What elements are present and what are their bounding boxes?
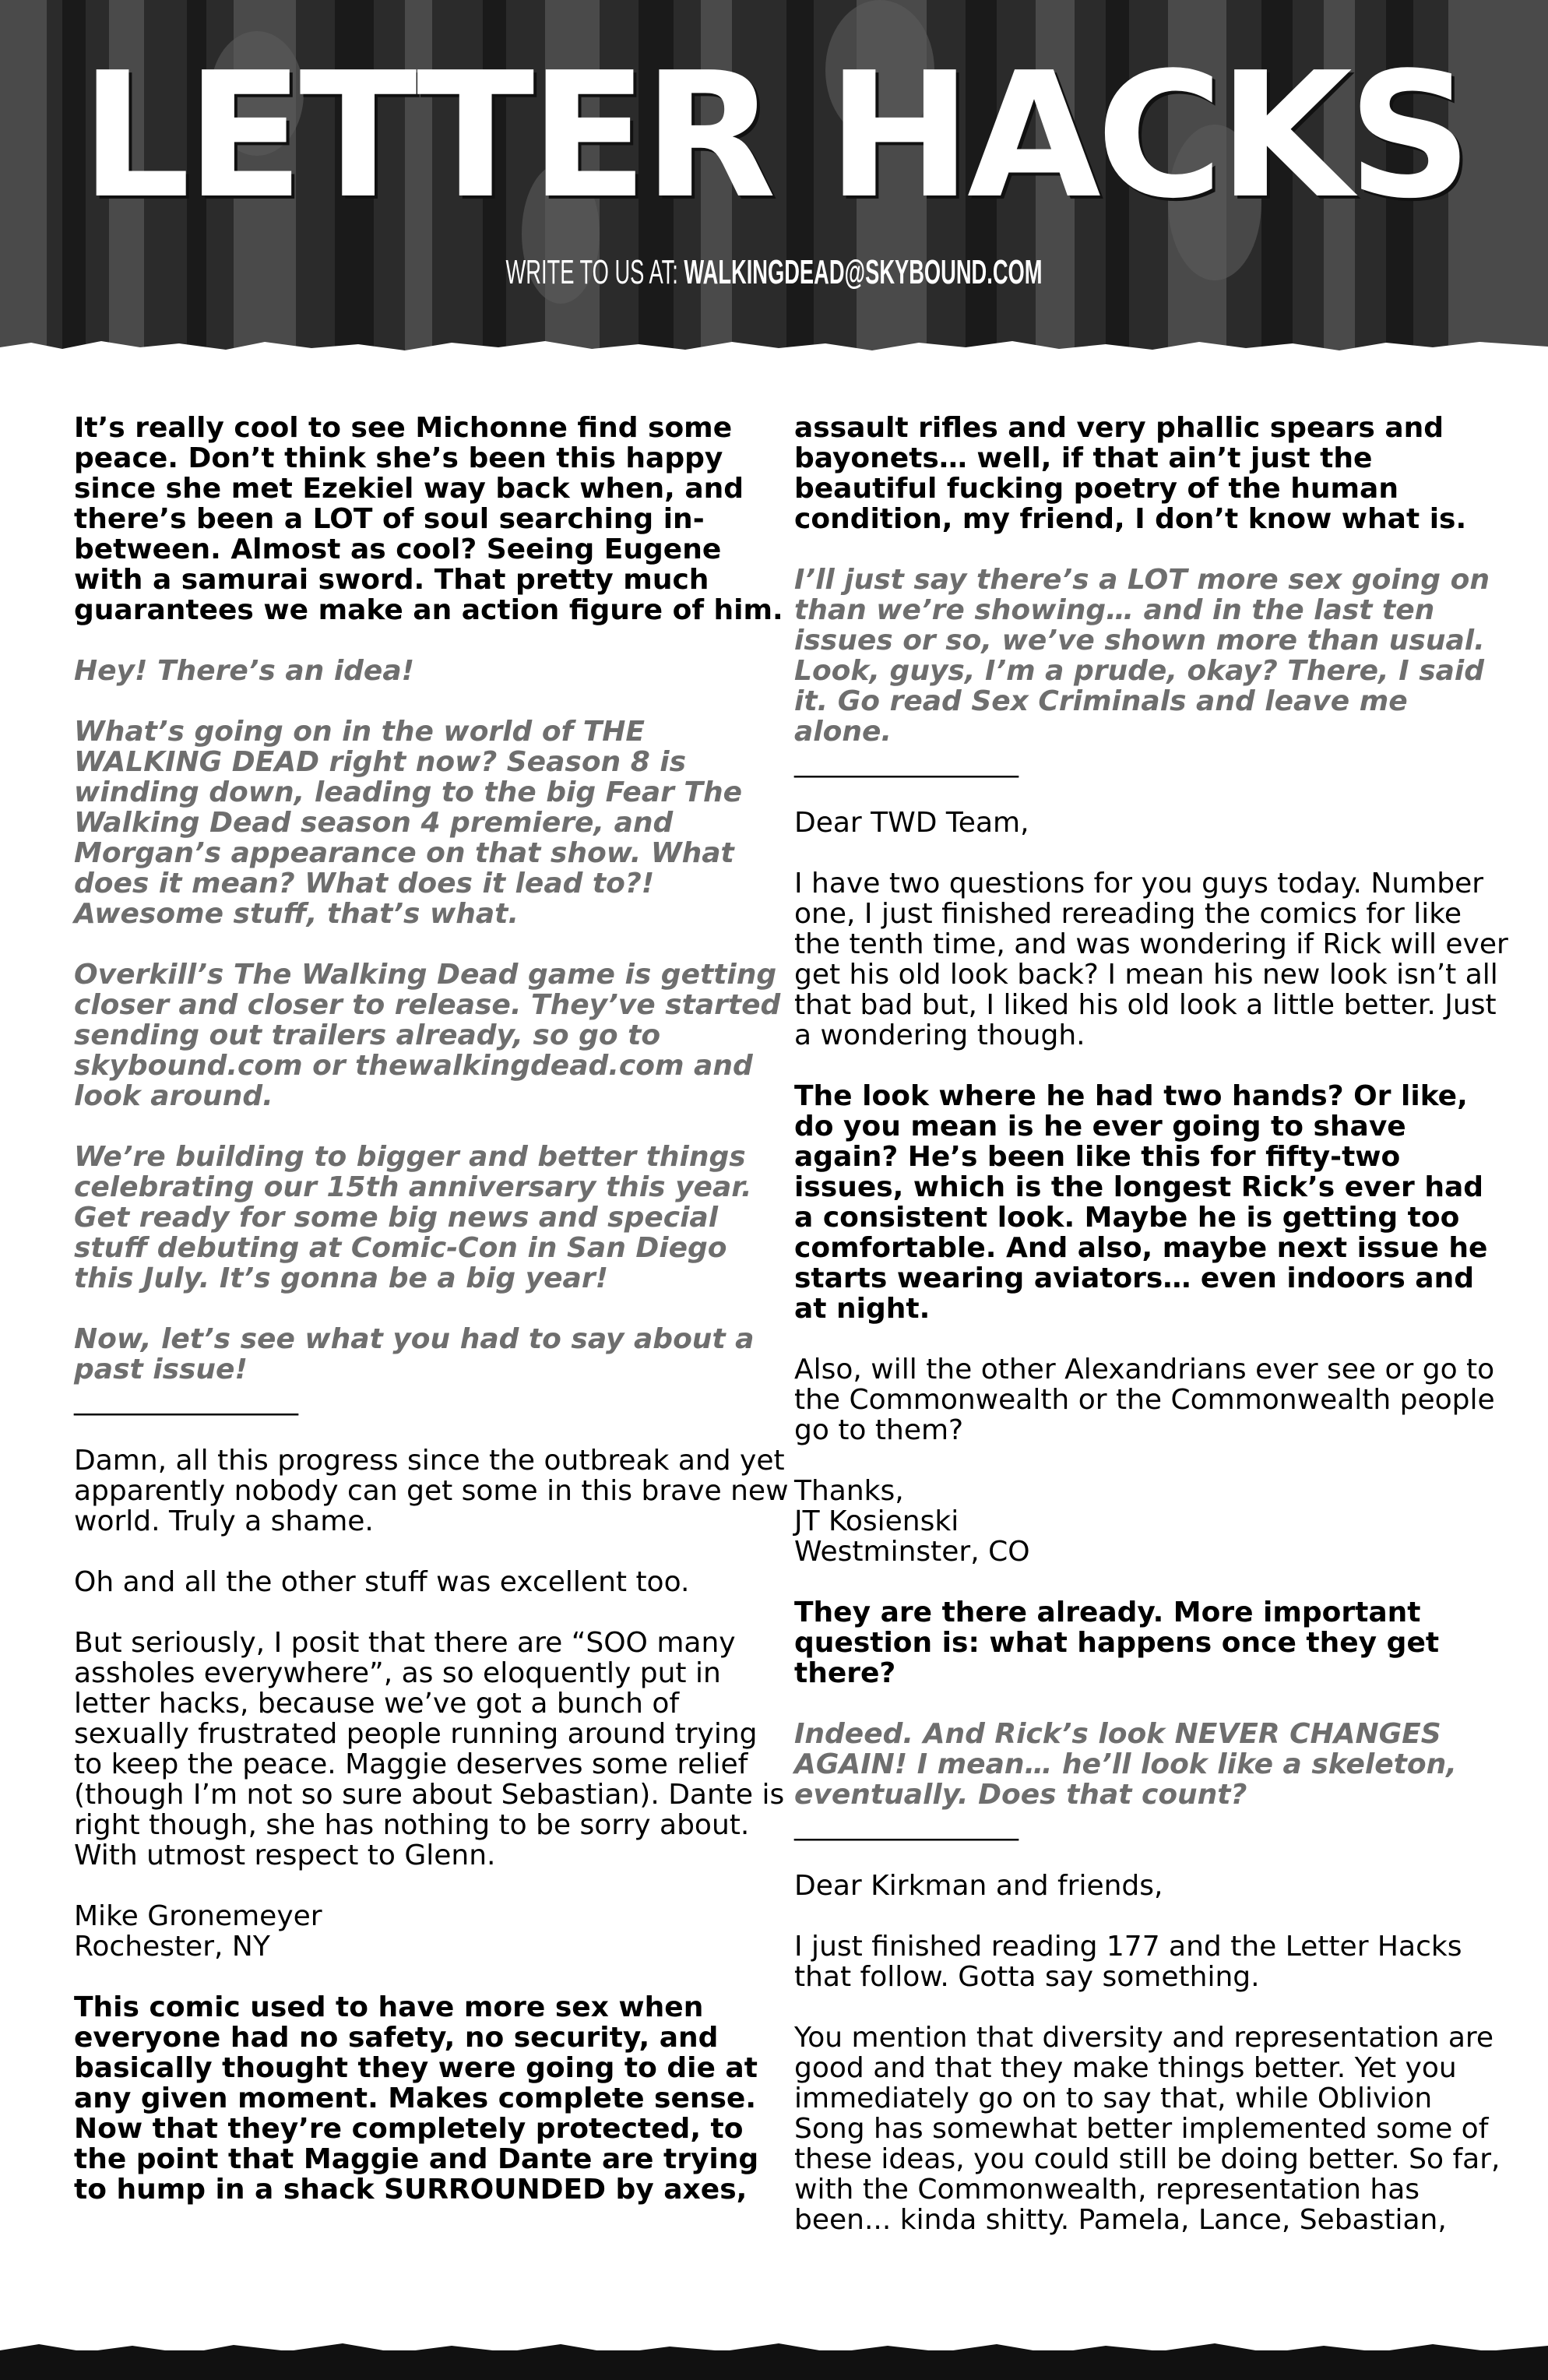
letter-paragraph: What’s going on in the world of THE WALKING DEAD right now? Season 8 is winding down, leading to the big Fear The Walking Dead season 4 premiere, and Morgan’s appearance on that show. What does it mean? What does it lead to?! Awesome stuff, that’s what.	[74, 716, 743, 930]
right-column	[794, 413, 1511, 2266]
bottom-bar	[0, 2350, 1548, 2380]
page-title: LETTER HACKS	[80, 36, 1468, 237]
left-column	[74, 413, 790, 2235]
letter-paragraph: This comic used to have more sex when everyone had no safety, no security, and basically thought they were going to die at any given moment. Makes complete sense. Now that they’re completely protected, to the point that Maggie and Dante are trying to hump in a shack SURROUNDED by axes,	[74, 1991, 759, 2206]
letter-paragraph: But seriously, I posit that there are “SOO many assholes everywhere”, as so eloquently put in letter hacks, because we’ve got a bunch of sexually frustrated people running around trying to keep the peace. Maggie deserves some relief (though I’m not so sure about Sebastian). Dante is right though, she has nothing to be sorry about. With utmost respect to Glenn.	[74, 1627, 785, 1871]
letter-paragraph: Also, will the other Alexandrians ever see or go to the Commonwealth or the Commonwealth people go to them?	[794, 1354, 1495, 1446]
separator-line: ________________	[794, 746, 1019, 778]
letter-paragraph: Hey! There’s an idea!	[74, 655, 415, 687]
separator-line: ________________	[74, 1384, 298, 1416]
letter-paragraph: Thanks, JT Kosienski Westminster, CO	[794, 1475, 1030, 1568]
letter-paragraph: Now, let’s see what you had to say about a past issue!	[74, 1323, 755, 1385]
letter-paragraph: It’s really cool to see Michonne find some peace. Don’t think she’s been this happy since she met Ezekiel way back when, and there’s been a LOT of soul searching in-between. Almost as cool? Seeing Eugene with a samurai sword. That pretty much guarantees we make an action figure of him.	[74, 412, 783, 626]
letter-paragraph: Dear Kirkman and friends,	[794, 1870, 1163, 1902]
letter-paragraph: Damn, all this progress since the outbreak and yet apparently nobody can get some in this brave new world. Truly a shame.	[74, 1445, 789, 1537]
letter-paragraph: Dear TWD Team,	[794, 807, 1029, 839]
write-to-us-line	[294, 251, 1254, 294]
letter-paragraph: You mention that diversity and representation are good and that they make things better. Yet you immediately go on to say that, while Oblivion Song has somewhat better implemented some of these ideas, you could still be doing better. So far, with the Commonwealth, representation has been... kinda shitty. Pamela, Lance, Sebastian,	[794, 2022, 1501, 2236]
letter-hacks-header	[0, 0, 1548, 358]
letter-paragraph: We’re building to bigger and better things celebrating our 15th anniversary this year. Get ready for some big news and special stuff debuting at Comic-Con in San Diego this July. It’s gonna be a big year!	[74, 1141, 752, 1294]
letter-paragraph: The look where he had two hands? Or like, do you mean is he ever going to shave again? He’s been like this for fifty-two issues, which is the longest Rick’s ever had a consistent look. Maybe he is getting too comfortable. And also, maybe next issue he starts wearing aviators… even indoors and at night.	[794, 1080, 1488, 1325]
letter-paragraph: assault rifles and very phallic spears and bayonets… well, if that ain’t just the beautiful fucking poetry of the human condition, my friend, I don’t know what is.	[794, 412, 1467, 535]
letter-paragraph: I have two questions for you guys today. Number one, I just finished rereading the comics for like the tenth time, and was wondering if Rick will ever get his old look back? I mean his new look isn’t all that bad but, I liked his old look a little better. Just a wondering though.	[794, 868, 1508, 1051]
separator-line: ________________	[794, 1809, 1019, 1841]
letter-paragraph: Indeed. And Rick’s look NEVER CHANGES AGAIN! I mean… he’ll look like a skeleton, eventually. Does that count?	[794, 1718, 1457, 1811]
letter-paragraph: Mike Gronemeyer Rochester, NY	[74, 1900, 322, 1963]
write-to-us-label: WRITE TO US AT:	[505, 253, 684, 291]
letter-paragraph: They are there already. More important question is: what happens once they get there?	[794, 1597, 1440, 1689]
letter-paragraph: Oh and all the other stuff was excellent too.	[74, 1566, 690, 1598]
letter-paragraph: I’ll just say there’s a LOT more sex going on than we’re showing… and in the last ten issues or so, we’ve shown more than usual. Look, guys, I’m a prude, okay? There, I said it. Go read Sex Criminals and leave me alone.	[794, 564, 1490, 748]
letter-paragraph: I just finished reading 177 and the Letter Hacks that follow. Gotta say something.	[794, 1931, 1462, 1993]
letter-paragraph: Overkill’s The Walking Dead game is getting closer and closer to release. They’ve started sending out trailers already, so go to skybound.com or thewalkingdead.com and look around.	[74, 959, 781, 1112]
contact-email: WALKINGDEAD@SKYBOUND.COM	[684, 253, 1043, 291]
torn-edge	[0, 336, 1548, 358]
